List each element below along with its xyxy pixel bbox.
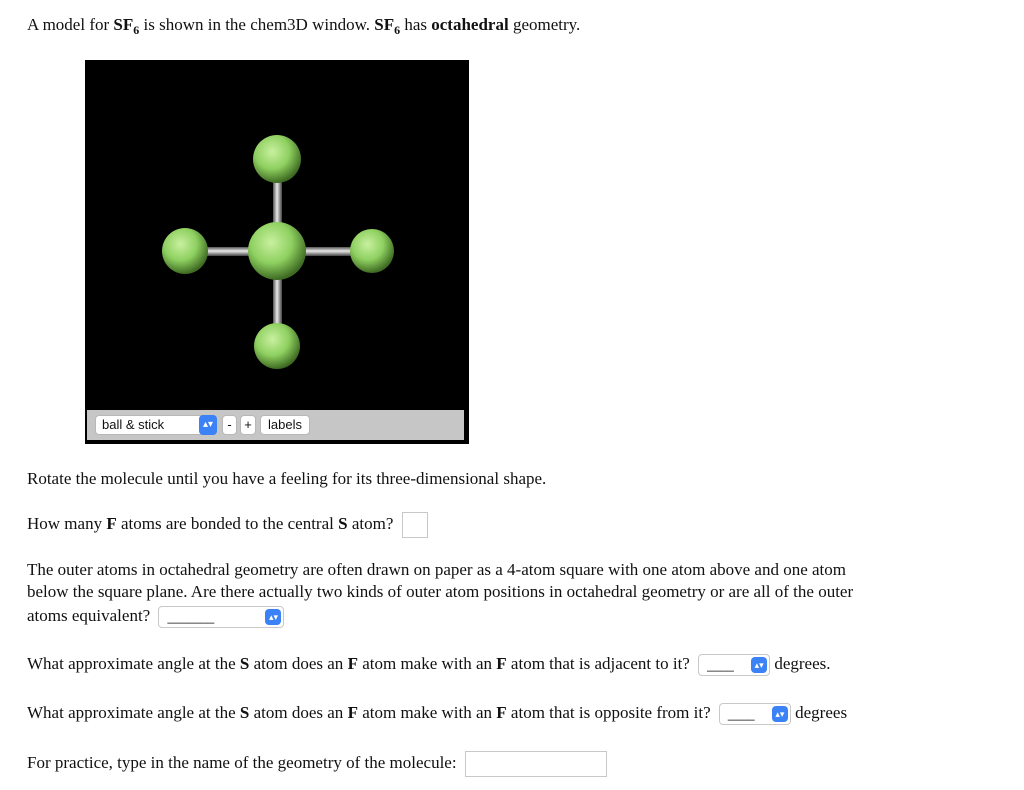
question-f-count: How many F atoms are bonded to the central S atom? xyxy=(27,512,428,538)
chem3d-viewer[interactable] xyxy=(85,60,469,444)
intro-text: A model for $SF_6$ is shown in the chem3D window. $SF_6$ has octahedral geometry. xyxy=(27,15,581,37)
zoom-out-button[interactable]: - xyxy=(222,415,237,435)
molecule-model[interactable] xyxy=(85,60,469,410)
question-opposite-angle: What approximate angle at the S atom does an F atom make with an F atom that is opposite from it? ____ ▴▾ degrees xyxy=(27,702,847,725)
atom-f-top xyxy=(253,135,301,183)
f-count-input[interactable] xyxy=(402,512,428,538)
atom-s-central xyxy=(248,222,306,280)
select-arrows-icon: ▴▾ xyxy=(751,657,767,673)
formula-sf6-2: $SF_6$ xyxy=(374,15,401,37)
viewer-controls xyxy=(87,410,464,440)
select-arrows-icon: ▴▾ xyxy=(199,415,217,435)
geometry-name-input[interactable] xyxy=(465,751,607,777)
formula-sf6: $SF_6$ xyxy=(113,15,140,37)
rotate-instruction: Rotate the molecule until you have a feeling for its three-dimensional shape. xyxy=(27,469,547,488)
question-equivalence-line2: below the square plane. Are there actually two kinds of outer atom positions in octahedral geometry or are all of the outer xyxy=(27,582,854,601)
opposite-angle-select[interactable]: ____ ▴▾ xyxy=(719,703,791,725)
labels-button[interactable]: labels xyxy=(260,415,310,435)
equivalence-select[interactable]: _______ ▴▾ xyxy=(158,606,284,628)
question-equivalence-line3: atoms equivalent? _______ ▴▾ xyxy=(27,605,284,628)
atom-f-right xyxy=(350,229,394,273)
select-arrows-icon: ▴▾ xyxy=(772,706,788,722)
question-geometry-name: For practice, type in the name of the geometry of the molecule: xyxy=(27,751,607,777)
zoom-in-button[interactable]: + xyxy=(240,415,256,435)
adjacent-angle-select[interactable]: ____ ▴▾ xyxy=(698,654,770,676)
question-adjacent-angle: What approximate angle at the S atom does an F atom make with an F atom that is adjacent to it? ____ ▴▾ degrees. xyxy=(27,653,831,676)
select-arrows-icon: ▴▾ xyxy=(265,609,281,625)
question-equivalence-line1: The outer atoms in octahedral geometry are often drawn on paper as a 4-atom square with one atom above and one atom xyxy=(27,560,847,579)
atom-f-bottom xyxy=(254,323,300,369)
geometry-word: octahedral xyxy=(431,15,509,34)
display-style-select[interactable]: ball & stick ▴▾ xyxy=(95,415,217,435)
atom-f-left xyxy=(162,228,208,274)
